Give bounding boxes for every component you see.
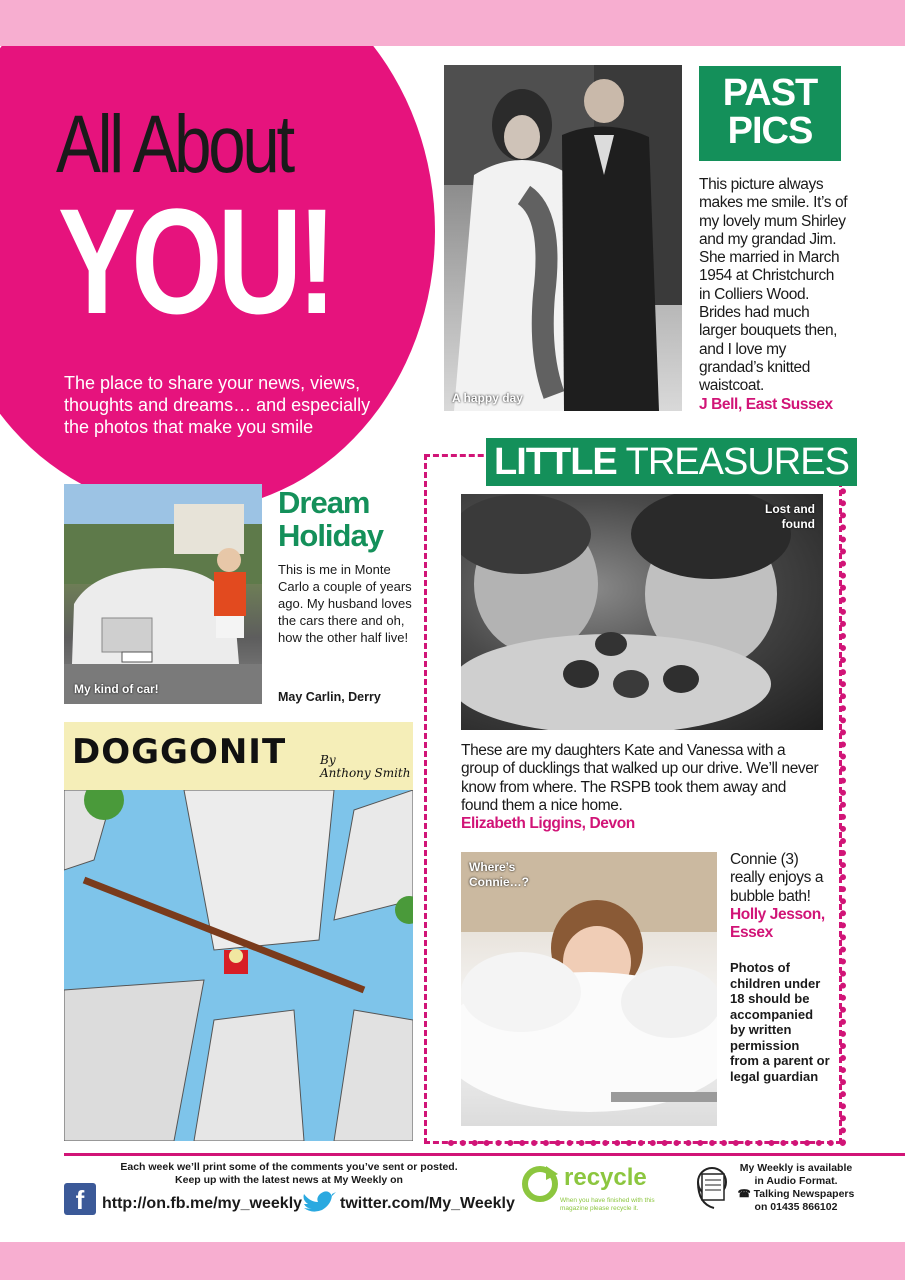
bubble-bath-photo (461, 852, 717, 1126)
dream-holiday-title-line1: Dream (278, 485, 370, 520)
photo-permission-note: Photos of children under 18 should be accompanied by written permission from a parent or legal guardian (730, 960, 830, 1084)
car-photo (64, 484, 262, 704)
comic-title: DOGGONIT (72, 732, 287, 772)
audio-line3: ☎ Talking Newspapers (737, 1188, 855, 1200)
page-title-line1: All About (56, 99, 292, 190)
footer-line1: Each week we’ll print some of the comments you’ve sent or posted. (120, 1161, 458, 1173)
ducklings-credit: Elizabeth Liggins, Devon (461, 815, 635, 833)
car-photo-caption: My kind of car! (74, 682, 159, 696)
comic-illustration (64, 790, 413, 1141)
connie-credit: Holly Jesson, Essex (730, 905, 825, 942)
past-pics-text: This picture always makes me smile. It’s of my lovely mum Shirley and my grandad Jim. She married in March 1954 at Christchurch in Colliers Wood. Brides had much larger bouquets then, and I love my grandad’s knitted waistcoat. (699, 176, 848, 395)
ducklings-text: These are my daughters Kate and Vanessa with a group of ducklings that walked up our drive. We’ll never know from where. The RSPB took them away and found them a nice home. (461, 742, 819, 814)
footer-divider (64, 1153, 905, 1156)
audio-line2: in Audio Format. (754, 1175, 838, 1187)
comic-byline-by: By (320, 753, 336, 767)
doggonit-comic (64, 722, 413, 1141)
past-pics-badge (699, 66, 841, 161)
past-pics-credit: J Bell, East Sussex (699, 395, 833, 413)
connie-story (730, 851, 830, 942)
footer-intro (64, 1161, 514, 1187)
comic-header (64, 722, 413, 790)
recycle-logo (520, 1164, 680, 1220)
recycle-icon (520, 1164, 560, 1204)
hero-subtitle: The place to share your news, views, thoughts and dreams… and especially the photos that make you smile (64, 373, 371, 437)
twitter-link[interactable]: twitter.com/My_Weekly (340, 1195, 515, 1212)
magazine-page (0, 46, 905, 1242)
talking-newspaper-icon (694, 1164, 736, 1212)
dream-holiday-title (278, 486, 418, 552)
ducklings-caption-line2: found (781, 517, 815, 531)
dream-holiday-text: This is me in Monte Carlo a couple of years ago. My husband loves the cars there and oh, how the other half live! (278, 562, 412, 645)
wedding-illustration (444, 65, 682, 411)
audio-format-info (736, 1162, 856, 1214)
recycle-subtext: When you have finished with this magazine please recycle it. (560, 1197, 655, 1212)
past-pics-story (699, 176, 849, 414)
page-title-line2: YOU! (58, 177, 332, 345)
bubble-bath-caption-line1: Where’s (469, 860, 516, 874)
past-pics-badge-line1: PAST (722, 72, 818, 114)
twitter-icon (302, 1190, 336, 1216)
little-treasures-title-bold: LITTLE (494, 441, 617, 483)
audio-line1: My Weekly is available (739, 1162, 853, 1174)
connie-text: Connie (3) really enjoys a bubble bath! (730, 851, 824, 905)
comic-byline (320, 754, 410, 780)
ducklings-caption-line1: Lost and (765, 502, 815, 516)
car-illustration (64, 484, 262, 704)
dream-holiday-credit: May Carlin, Derry (278, 690, 381, 704)
ducklings-photo-caption (765, 502, 815, 532)
recycle-word: recycle (564, 1164, 647, 1191)
facebook-link[interactable]: http://on.fb.me/my_weekly (102, 1195, 303, 1212)
comic-byline-author: Anthony Smith (320, 766, 411, 780)
past-pics-badge-line2: PICS (727, 110, 813, 152)
footer-line2: Keep up with the latest news at My Weekly on (175, 1174, 403, 1186)
wedding-photo (444, 65, 682, 411)
little-treasures-title-light: TREASURES (625, 441, 849, 483)
little-treasures-title (486, 438, 857, 486)
ducklings-story (461, 742, 825, 833)
dream-holiday-title-line2: Holiday (278, 518, 383, 553)
bubble-bath-caption-line2: Connie…? (469, 875, 529, 889)
bubble-bath-caption (469, 860, 529, 890)
bubble-bath-illustration (461, 852, 717, 1126)
facebook-icon: f (64, 1183, 96, 1215)
ducklings-photo (461, 494, 823, 730)
wedding-photo-caption: A happy day (452, 391, 523, 405)
audio-line4: on 01435 866102 (754, 1201, 838, 1213)
